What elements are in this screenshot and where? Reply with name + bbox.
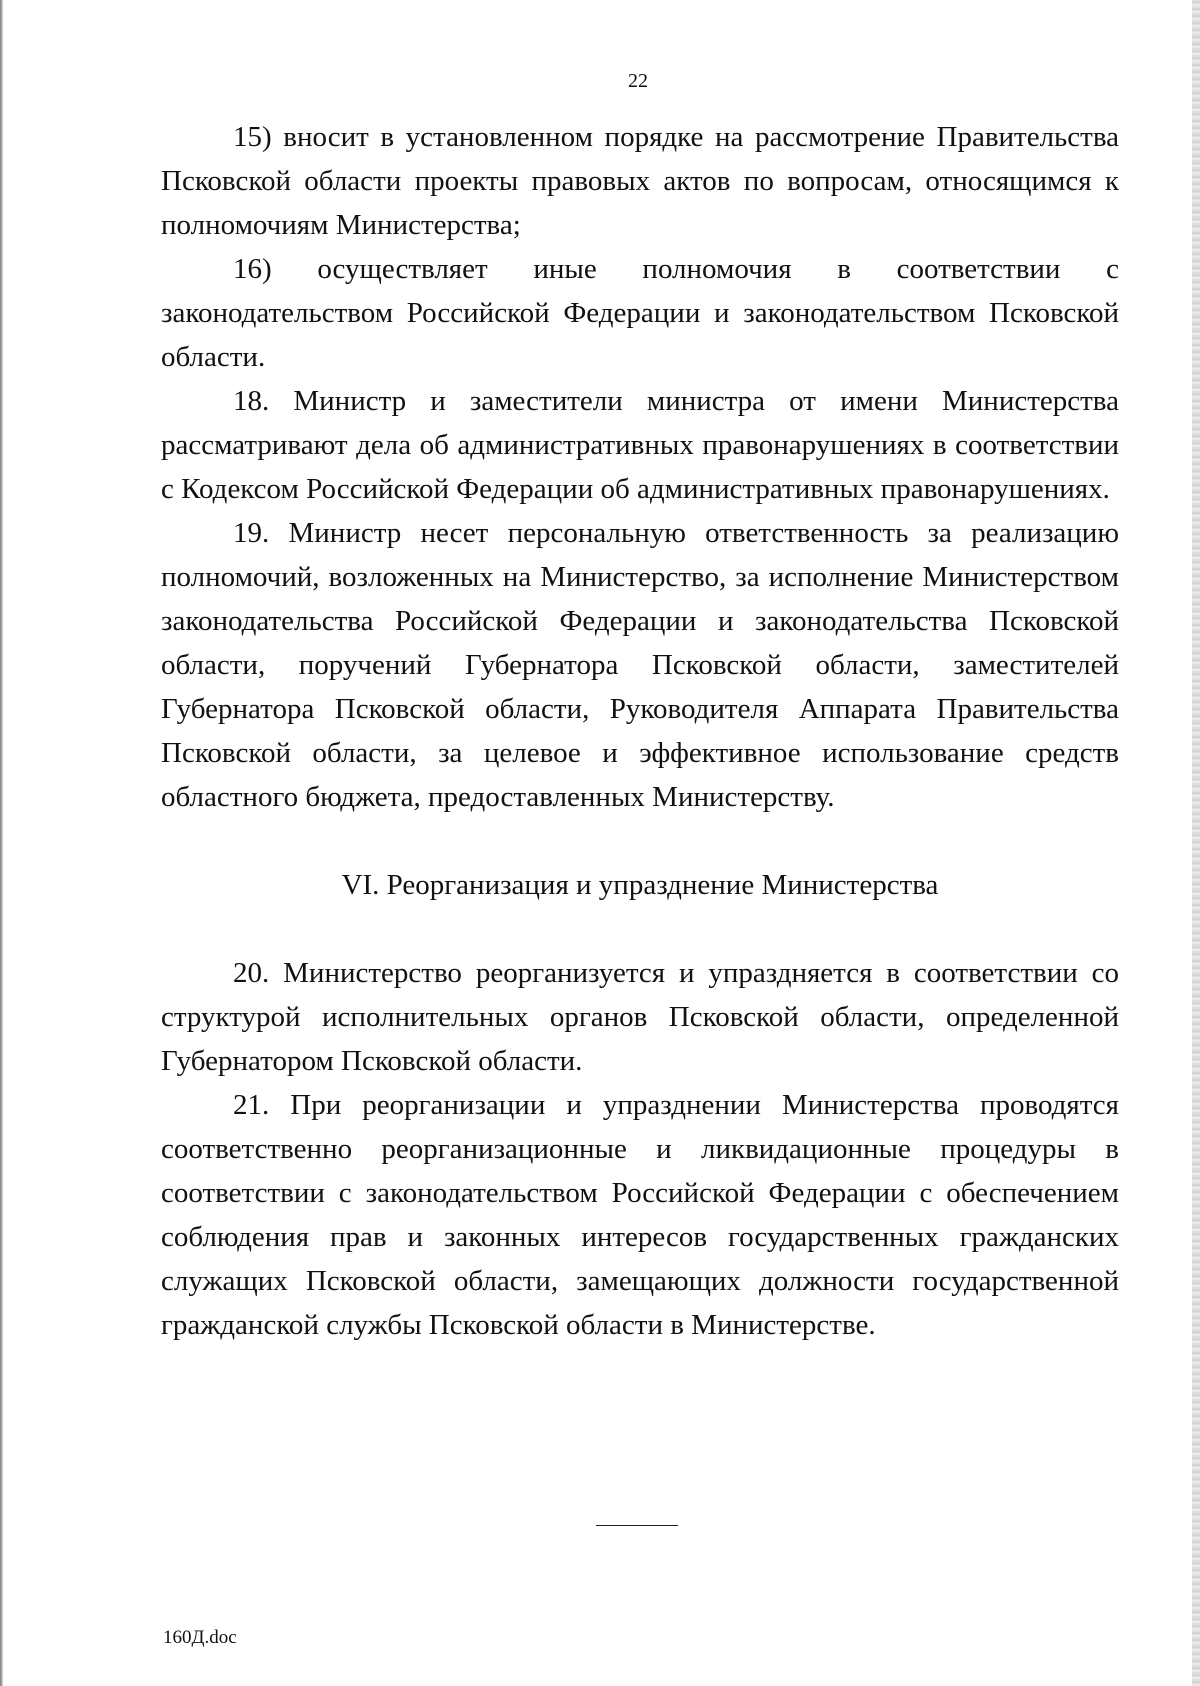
- paragraph-clause-19: 19. Министр несет персональную ответственность за реализацию полномочий, возложенных на Министерство, за исполнение Министерством законодательства Российской Федерации и законодательства Псковской области, поручений Губернатора Псковской области, заместителей Губернатора Псковской области, Руководителя Аппарата Правительства Псковской области, за целевое и эффективное использование средств областного бюджета, предоставленных Министерству.: [161, 517, 1119, 813]
- document-body: [161, 115, 1119, 1347]
- end-divider: [596, 1525, 678, 1526]
- paragraph-clause-18: 18. Министр и заместители министра от имени Министерства рассматривают дела об административных правонарушениях в соответствии с Кодексом Российской Федерации об административных правонарушениях.: [161, 385, 1119, 505]
- section-title: VI. Реорганизация и упразднение Министерства: [341, 869, 939, 901]
- paragraph-clause-20: 20. Министерство реорганизуется и упраздняется в соответствии со структурой исполнительных органов Псковской области, определенной Губернатором Псковской области.: [161, 957, 1119, 1077]
- page-number: 22: [628, 70, 648, 92]
- paragraph-item-15: 15) вносит в установленном порядке на рассмотрение Правительства Псковской области проекты правовых актов по вопросам, относящимся к полномочиям Министерства;: [161, 121, 1119, 241]
- footer-filename: 160Д.doc: [163, 1627, 237, 1648]
- scan-edge-left: [0, 0, 3, 1686]
- scan-edge-right: [1192, 0, 1200, 1686]
- paragraph-clause-21: 21. При реорганизации и упразднении Министерства проводятся соответственно реорганизационные и ликвидационные процедуры в соответствии с законодательством Российской Федерации с обеспечением соблюдения прав и законных интересов государственных гражданских служащих Псковской области, замещающих должности государственной гражданской службы Псковской области в Министерстве.: [161, 1089, 1119, 1341]
- paragraph-item-16: 16) осуществляет иные полномочия в соответствии с законодательством Российской Федерации и законодательством Псковской области.: [161, 253, 1119, 373]
